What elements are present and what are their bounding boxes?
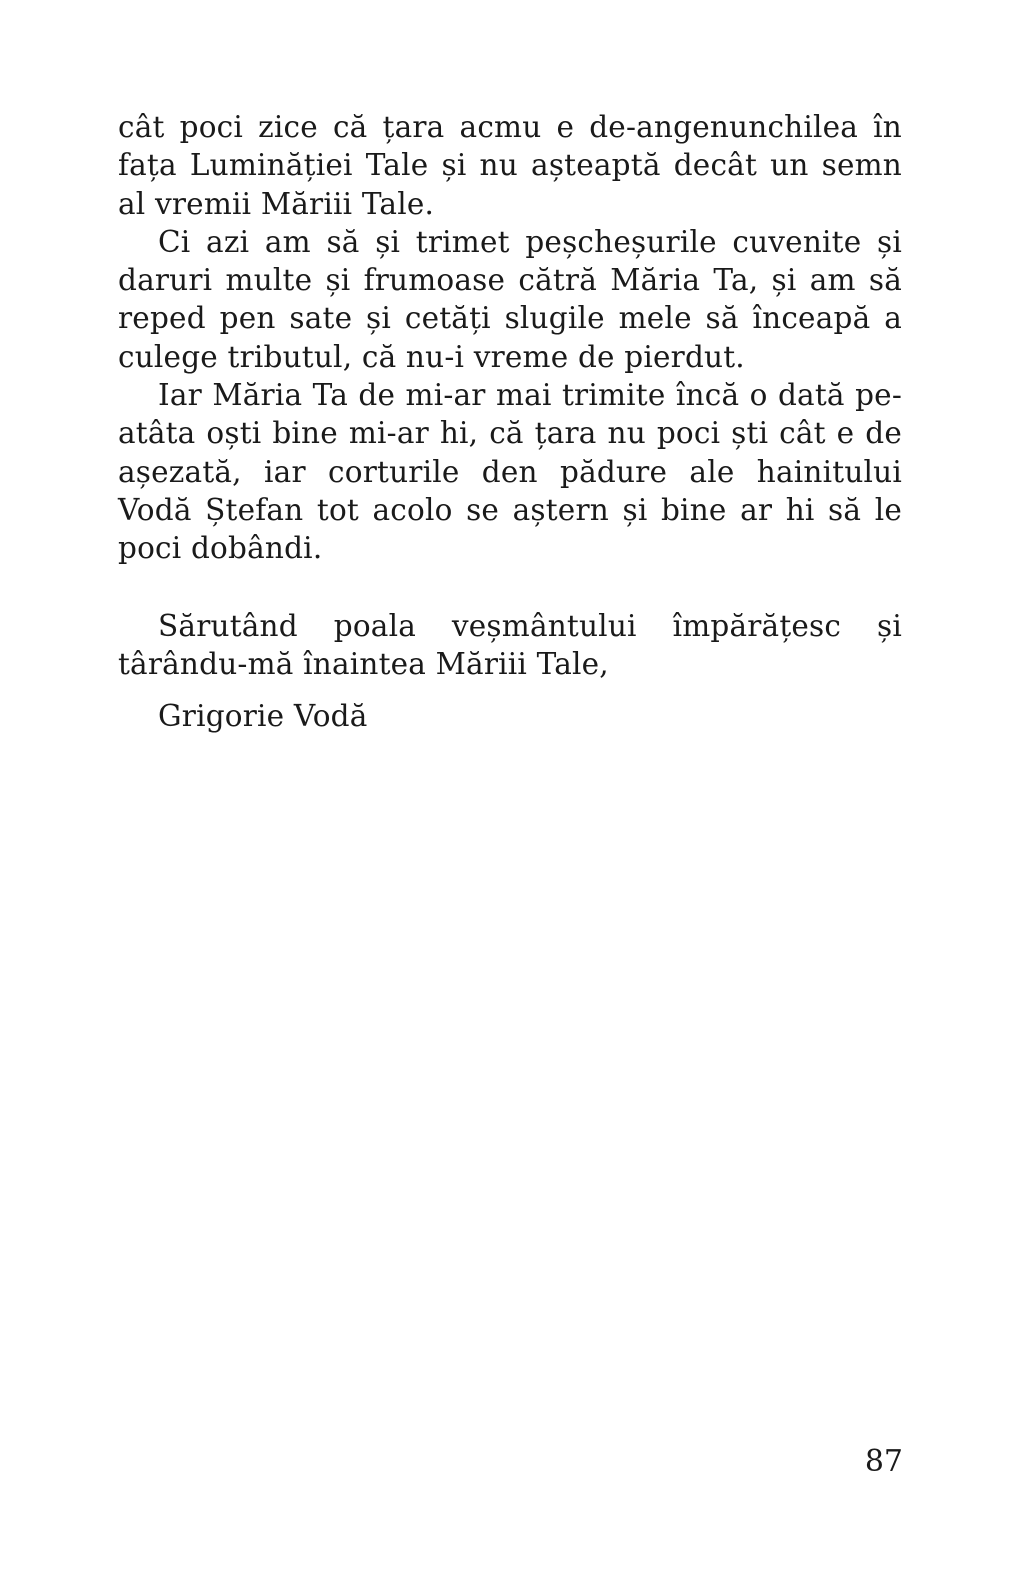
closing-salutation: Sărutând poala veșmântului împărățesc și târându-mă înaintea Măriii Tale, [118, 608, 902, 681]
body-text [118, 108, 902, 735]
signature: Grigorie Vodă [158, 699, 368, 734]
paragraph-continued: cât poci zice că țara acmu e de-angenunchilea în fața Luminăției Tale și nu așteaptă decât un semn al vremii Măriii Tale. [118, 110, 902, 221]
paragraph: Iar Măria Ta de mi-ar mai trimite încă o dată pe-atâta oști bine mi-ar hi, că țara nu poci ști cât e de așezată, iar corturile den pădure ale hainitului Vodă Ștefan tot acolo se aștern și bine ar hi să le poci dobândi. [118, 378, 902, 566]
paragraph-spacer [118, 568, 902, 607]
paragraph: Ci azi am să și trimet peșcheșurile cuvenite și daruri multe și frumoase cătră Măria Ta, și am să reped pen sate și cetăți slugile mele să înceapă a culege tributul, că nu-i vreme de pierdut. [118, 224, 902, 374]
page-number: 87 [864, 1444, 903, 1479]
